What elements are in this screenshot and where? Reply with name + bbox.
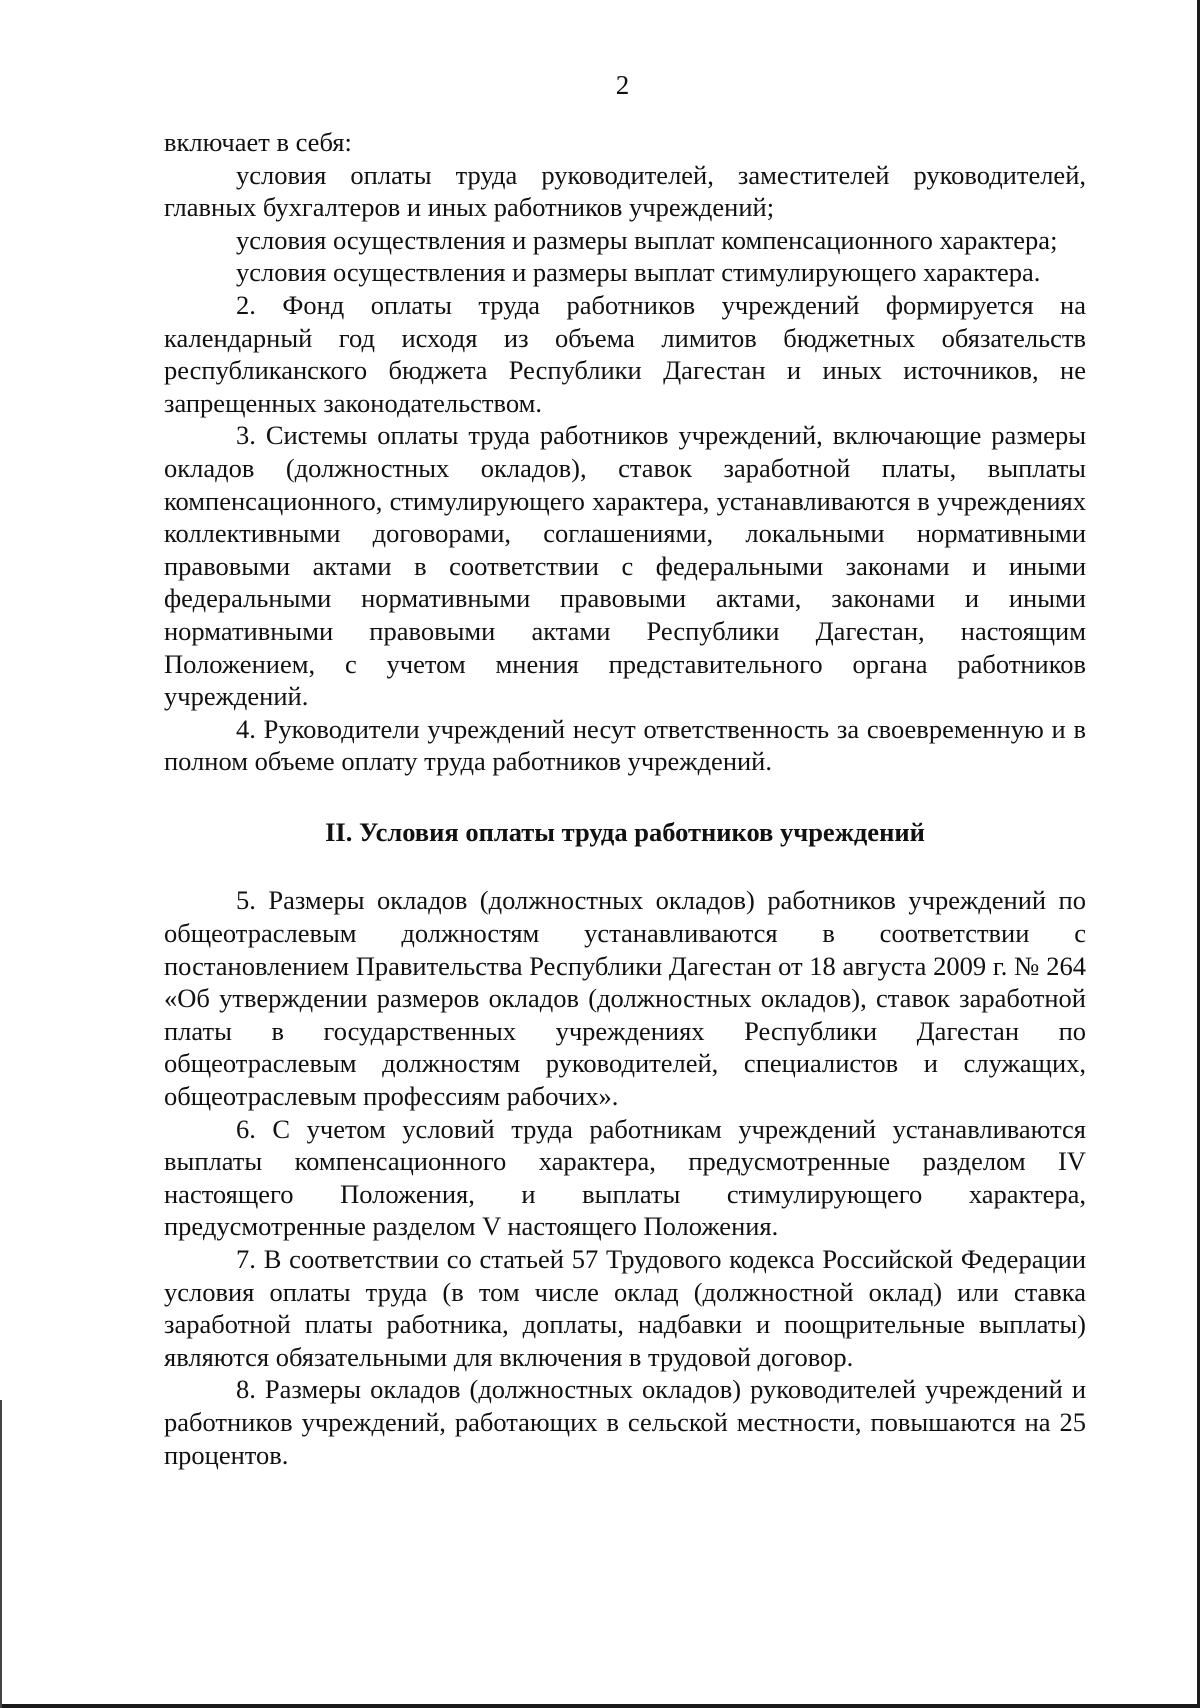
page-number: 2 bbox=[615, 70, 630, 100]
paragraph-clause-3: 3. Системы оплаты труда работников учреждений, включающие размеры окладов (должностных окладов), ставок заработной платы, выплаты компенсационного, стимулирующего характера, устанавливаются в учреждениях коллективными договорами, соглашениями, локальными нормативными правовыми актами в соответствии с федеральными законами и иными федеральными нормативными правовыми актами, законами и иными нормативными правовыми актами Республики Дагестан, настоящим Положением, с учетом мнения представительного органа работников учреждений. bbox=[164, 420, 1086, 712]
paragraph-list-item-3: условия осуществления и размеры выплат стимулирующего характера. bbox=[236, 257, 1041, 288]
scan-edge-left bbox=[0, 1400, 2, 1708]
scan-edge-bottom bbox=[0, 1704, 1200, 1708]
paragraph-clause-4: 4. Руководители учреждений несут ответственность за своевременную и в полном объеме оплату труда работников учреждений. bbox=[164, 713, 1086, 777]
paragraph-clause-6: 6. С учетом условий труда работникам учреждений устанавливаются выплаты компенсационного характера, предусмотренные разделом IV настоящего Положения, и выплаты стимулирующего характера, предусмотренные разделом V настоящего Положения. bbox=[164, 1113, 1086, 1242]
section-heading: II. Условия оплаты труда работников учреждений bbox=[325, 816, 925, 847]
paragraph-clause-8: 8. Размеры окладов (должностных окладов) руководителей учреждений и работников учреждений, работающих в сельской местности, повышаются на 25 процентов. bbox=[164, 1374, 1086, 1470]
paragraph-list-item-1: условия оплаты труда руководителей, заместителей руководителей, главных бухгалтеров и иных работников учреждений; bbox=[164, 159, 1086, 223]
paragraph-clause-5: 5. Размеры окладов (должностных окладов) работников учреждений по общеотраслевым должностям устанавливаются в соответствии с постановлением Правительства Республики Дагестан от 18 августа 2009 г. № 264 «Об утверждении размеров окладов (должностных окладов), ставок заработной платы в государственных учреждениях Республики Дагестан по общеотраслевым должностям руководителей, специалистов и служащих, общеотраслевым профессиям рабочих». bbox=[164, 885, 1086, 1112]
paragraph-clause-7: 7. В соответствии со статьей 57 Трудового кодекса Российской Федерации условия оплаты труда (в том числе оклад (должностной оклад) или ставка заработной платы работника, доплаты, надбавки и поощрительные выплаты) являются обязательными для включения в трудовой договор. bbox=[164, 1244, 1086, 1372]
document-body bbox=[164, 126, 1086, 1471]
paragraph-list-item-2: условия осуществления и размеры выплат компенсационного характера; bbox=[236, 224, 1058, 255]
paragraph-clause-2: 2. Фонд оплаты труда работников учреждений формируется на календарный год исходя из объема лимитов бюджетных обязательств республиканского бюджета Республики Дагестан и иных источников, не запрещенных законодательством. bbox=[164, 289, 1086, 418]
paragraph-intro: включает в себя: bbox=[164, 127, 352, 157]
